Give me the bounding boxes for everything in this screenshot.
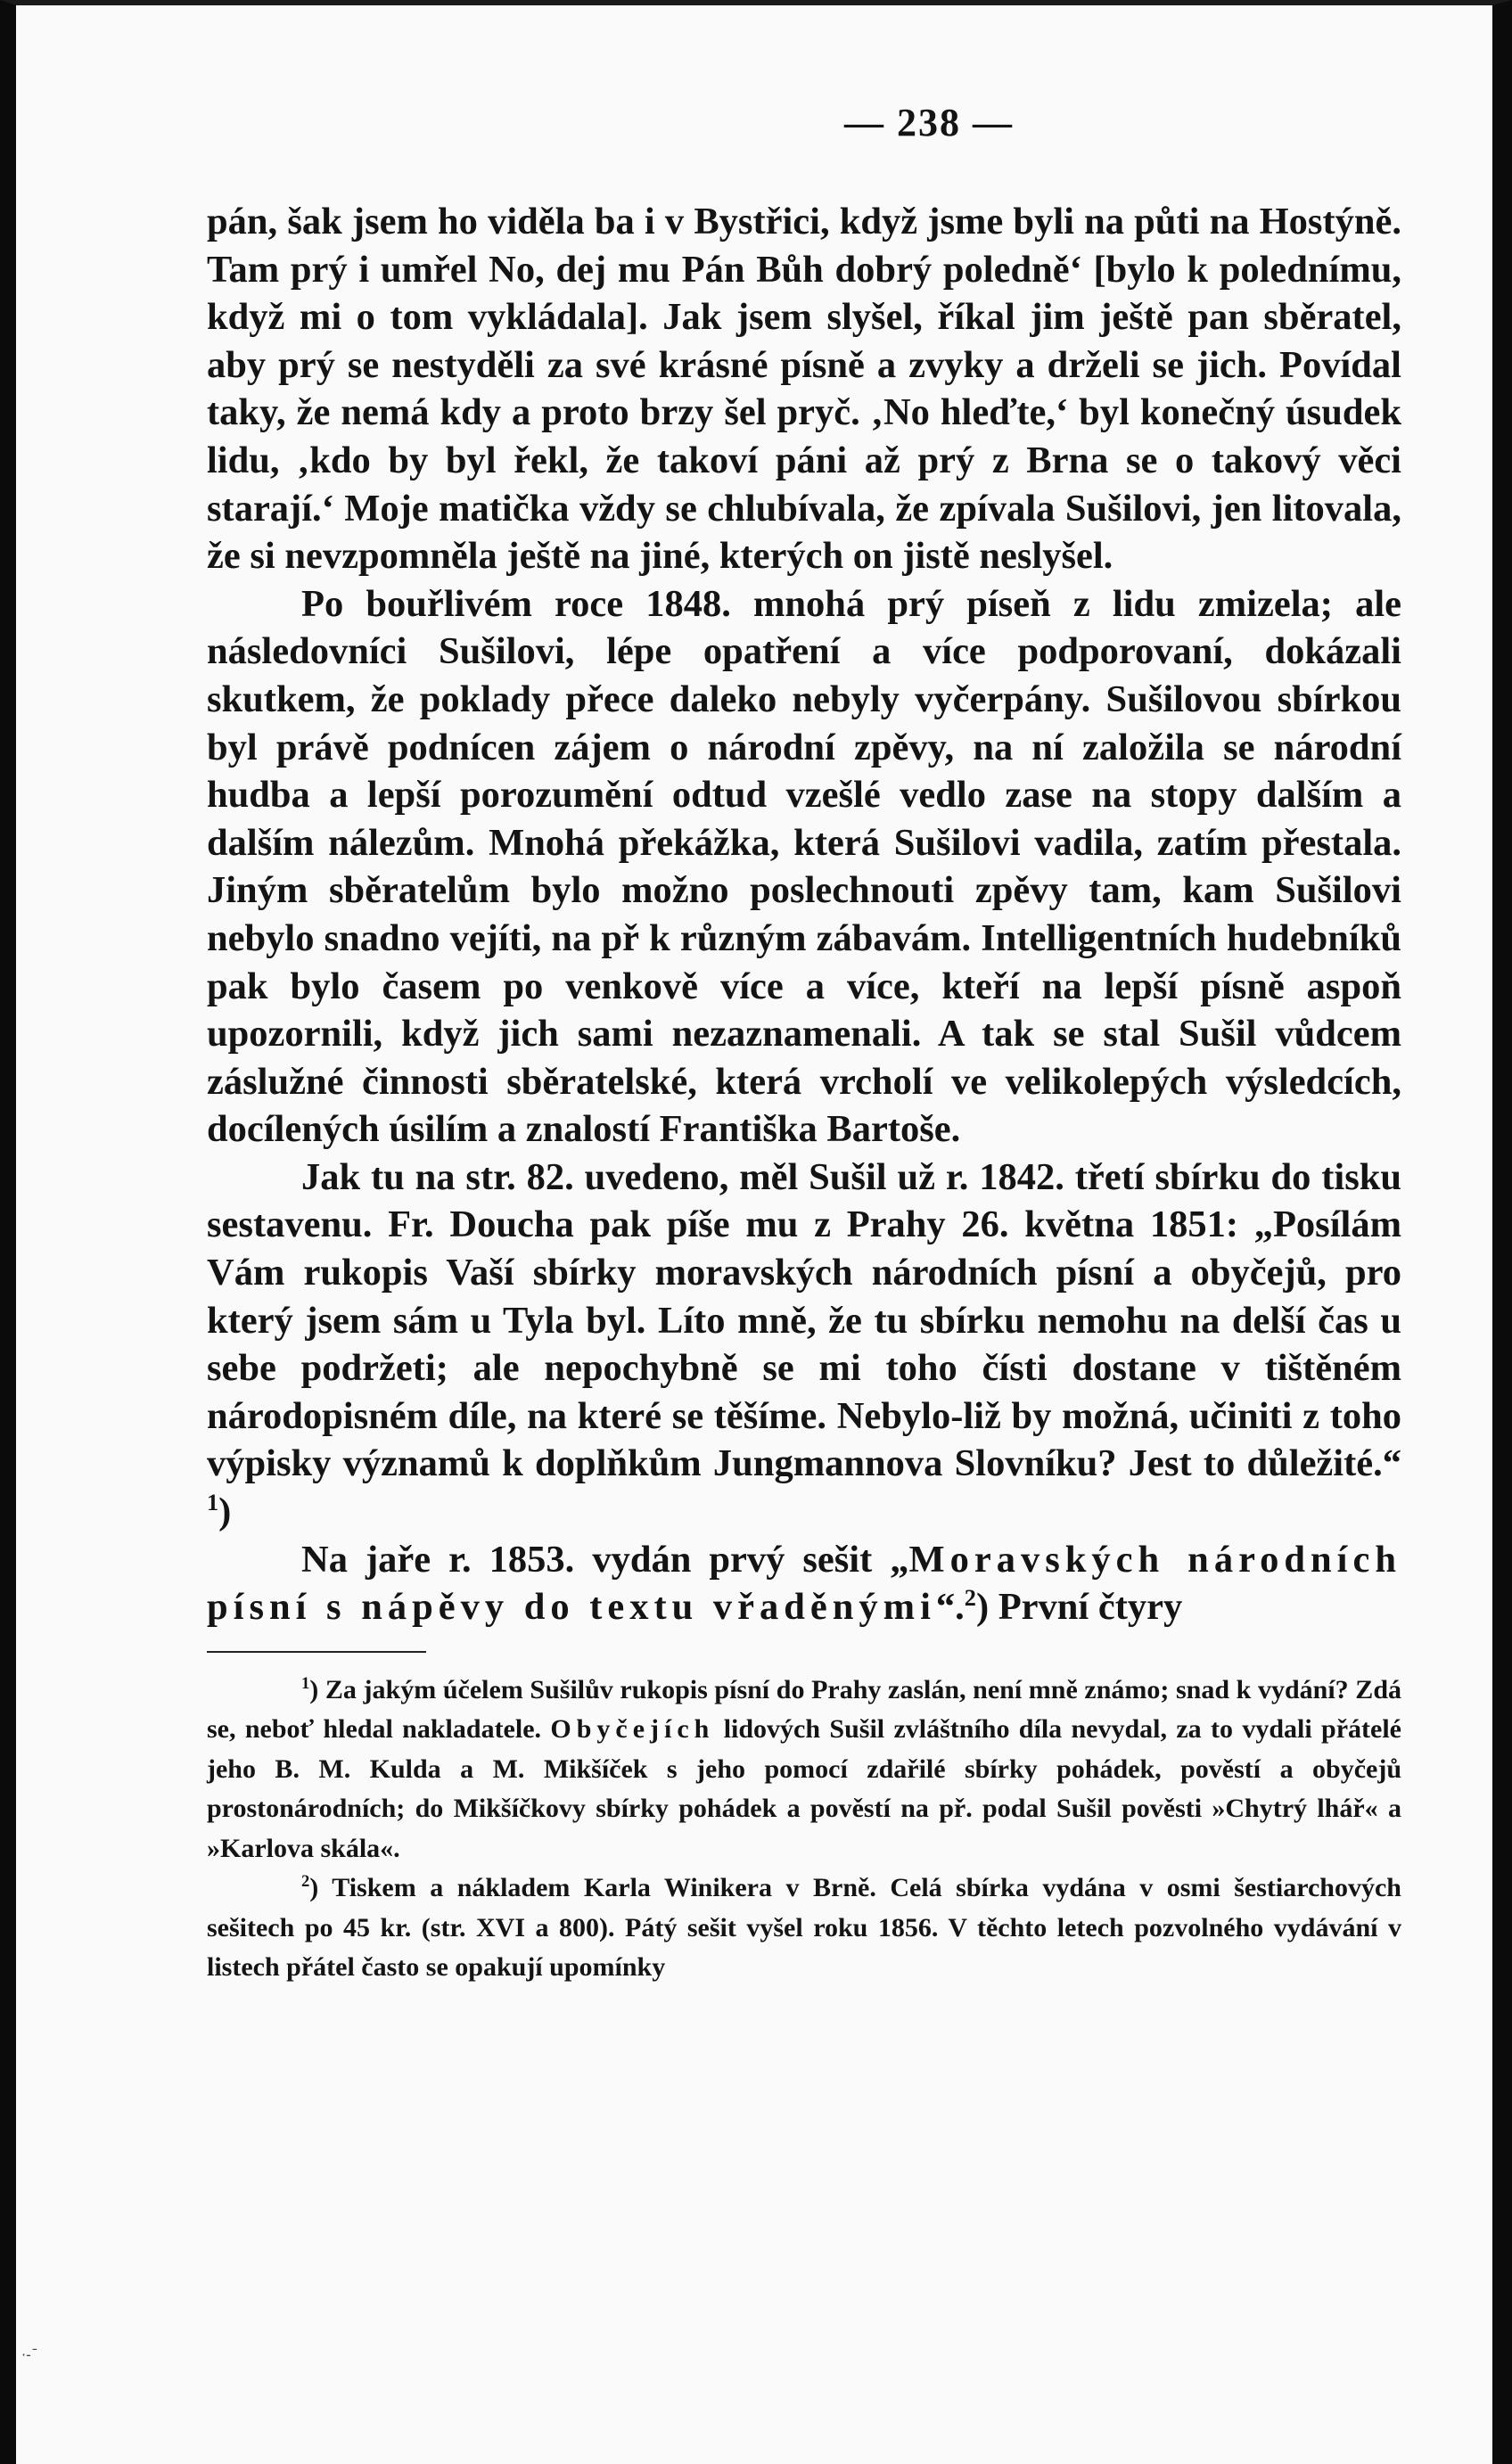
footnote-1-spaced: Obyčejích bbox=[550, 1714, 715, 1745]
footnote-ref-1-paren: ) bbox=[218, 1491, 232, 1533]
footnotes bbox=[207, 1671, 1401, 1988]
paragraph-2: Po bouřlivém roce 1848. mnohá prý píseň z lidu zmizela; ale následovníci Sušilovi, lépe opatření a více podporovaní, dokázali skutkem, že poklady přece daleko nebyly vyčerpány. Sušilovou sbírkou byl právě podnícen zájem o národní zpěvy, na ní založila se národní hudba a lepší porozumění odtud vzešlé vedlo zase na stopy dalším a dalším nálezům. Mnohá překážka, která Sušilovi vadila, zatím přestala. Jiným sběratelům bylo možno poslechnouti zpěvy tam, kam Sušilovi nebylo snadno vejíti, na př k různým zábavám. Intelligentních hudebníků pak bylo časem po venkově více a více, kteří na lepší písně aspoň upozornili, když jich sami nezaznamenali. A tak se stal Sušil vůdcem záslužné činnosti sběratelské, která vrcholí ve velikolepých výsledcích, docílených úsilím a znalostí Františka Bartoše. bbox=[207, 582, 1401, 1151]
footnote-2-text: ) Tiskem a nákladem Karla Winikera v Brně. Celá sbírka vydána v osmi šestiarchových sešitech po 45 kr. (str. XVI a 800). Pátý sešit vyšel roku 1856. V těchto letech pozvolného vydávání v listech přátel často se opakují upomínky bbox=[207, 1873, 1401, 1983]
paragraph-4-start: Na jaře r. 1853. vydán prvý sešit „ bbox=[301, 1538, 909, 1581]
page-content bbox=[207, 98, 1401, 1988]
footnote-1-text: ) Za jakým účelem Sušilův rukopis písní do Prahy zaslán, není mně známo; snad k vydání? Zdá se, neboť hledal nakladatele. bbox=[207, 1674, 1401, 1745]
footnote-1 bbox=[207, 1671, 1401, 1869]
main-text bbox=[207, 198, 1401, 1631]
footnote-2-mark: 2 bbox=[301, 1872, 310, 1892]
paragraph-4-end: ) První čtyry bbox=[975, 1586, 1183, 1629]
paragraph-4-quote-close: “. bbox=[935, 1586, 965, 1629]
page-number: — 238 — bbox=[844, 101, 1014, 144]
margin-mark: ·-ˉ bbox=[21, 2346, 38, 2363]
paragraph-4-title: Moravských národních písní s nápěvy do textu vřaděnými bbox=[207, 1538, 1401, 1629]
paragraph-1: pán, šak jsem ho viděla ba i v Bystřici, když jsme byli na půti na Hostýně. Tam prý i umřel No, dej mu Pán Bůh dobrý poledně‘ [bylo k polednímu, když mi o tom vykládala]. Jak jsem slyšel, říkal jim ještě pan sběratel, aby prý se nestyděli za své krásné písně a zvyky a drželi se jich. Povídal taky, že nemá kdy a proto brzy šel pryč. ‚No hleďte,‘ byl konečný úsudek lidu, ‚kdo by byl řekl, že takoví páni až prý z Brna se o takový věci starají.‘ Moje matička vždy se chlubívala, že zpívala Sušilovi, jen litovala, že si nevzpomněla ještě na jiné, kterých on jistě neslyšel. bbox=[207, 201, 1401, 578]
paragraph-4 bbox=[207, 1536, 1401, 1631]
paragraph-3 bbox=[207, 1154, 1401, 1536]
footnote-ref-2: 2 bbox=[964, 1585, 976, 1612]
footnote-divider bbox=[207, 1651, 426, 1653]
footnote-1-mark: 1 bbox=[301, 1673, 310, 1693]
footnote-ref-1: 1 bbox=[207, 1489, 219, 1515]
paragraph-3-text: Jak tu na str. 82. uvedeno, měl Sušil už r. 1842. třetí sbírku do tisku sestavenu. Fr. Doucha pak píše mu z Prahy 26. května 1851: „Posílám Vám rukopis Vaší sbírky moravských národních písní a obyčejů, pro který jsem sám u Tyla byl. Líto mně, že tu sbírku nemohu na delší čas u sebe podržeti; ale nepochybně se mi toho čísti dostane v tištěném národopisném díle, na které se těšíme. Nebylo-liž by možná, učiniti z toho výpisky významů k doplňkům Jungmannova Slovníku? Jest to důležité.“ bbox=[207, 1155, 1401, 1485]
footnote-1-rest: lidových Sušil zvláštního díla nevydal, za to vydali přátelé jeho B. M. Kulda a M. Mikšíček s jeho pomocí zdařilé sbírky pohádek, pověstí a obyčejů prostonárodních; do Mikšíčkovy sbírky pohádek a pověstí na př. podal Sušil pověsti »Chytrý lhář« a »Karlova skála«. bbox=[207, 1714, 1401, 1863]
footnote-2 bbox=[207, 1869, 1401, 1988]
